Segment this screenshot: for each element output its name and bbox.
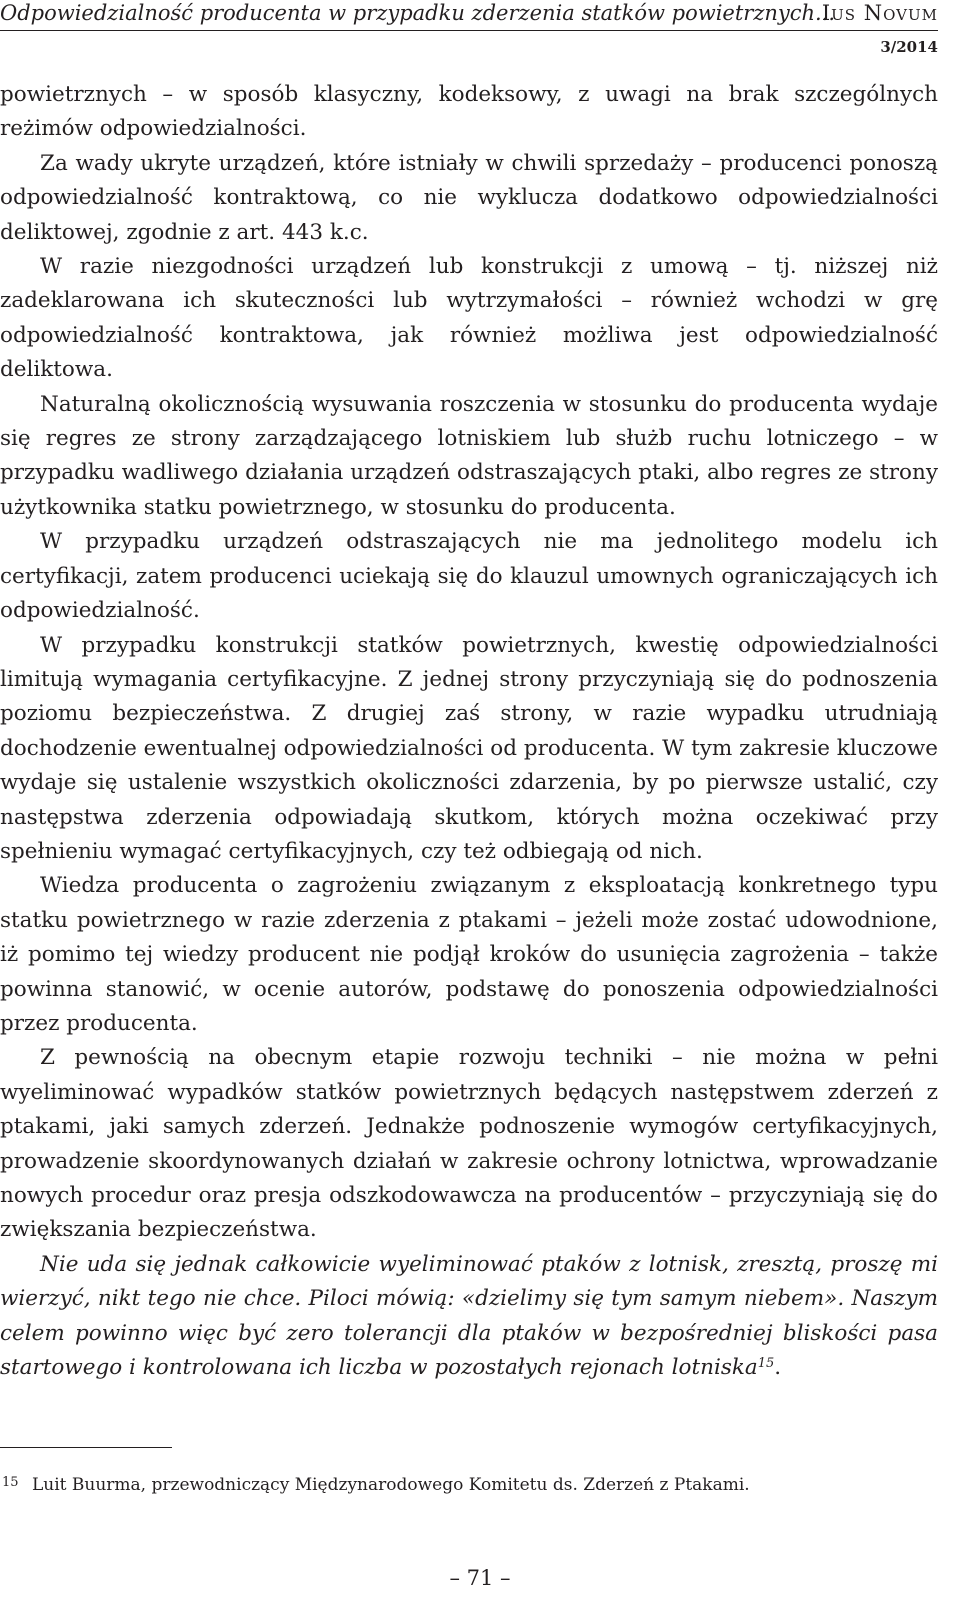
quote-text: Nie uda się jednak całkowicie wyeliminować ptaków z lotnisk, zresztą, proszę mi wierzyć, nikt tego nie chce. Piloci mówią: «dzielimy się tym samym niebem». Naszym celem powinno więc być zero tolerancji dla ptaków w bezpośredniej bliskości pasa startowego i kontrolowana ich liczba w pozostałych rejonach lotniska [0, 1251, 938, 1381]
footnote-number: 15 [2, 1475, 19, 1490]
issue-number: 3/2014 [880, 38, 938, 56]
quote-paragraph [0, 1248, 938, 1386]
footnote-reference[interactable]: 15 [757, 1356, 775, 1372]
header-divider [0, 30, 938, 31]
paragraph-2: Za wady ukryte urządzeń, które istniały w chwili sprzedaży – producenci ponoszą odpowiedzialność kontraktową, co nie wyklucza dodatkowo odpowiedzialności deliktowej, zgodnie z art. 443 k.c. [0, 150, 938, 245]
journal-name: Ius Novum [821, 1, 938, 25]
footnote [0, 1472, 930, 1496]
paragraph-3: W razie niezgodności urządzeń lub konstrukcji z umową – tj. niższej niż zadeklarowana ich skuteczności lub wytrzymałości – również wchodzi w grę odpowiedzialność kontraktowa, jak również możliwa jest odpowiedzialność deliktowa. [0, 254, 938, 383]
paragraph-1: powietrznych – w sposób klasyczny, kodeksowy, z uwagi na brak szczególnych reżimów odpowiedzialności. [0, 82, 938, 142]
running-title: Odpowiedzialność producenta w przypadku zderzenia statków powietrznych... [0, 1, 836, 25]
page-number: – 71 – [449, 1566, 511, 1590]
footnote-divider [0, 1447, 172, 1448]
quote-end-punctuation: . [774, 1355, 782, 1381]
paragraph-7: Wiedza producenta o zagrożeniu związanym z eksploatacją konkretnego typu statku powietrznego w razie zderzenia z ptakami – jeżeli może zostać udowodnione, iż pomimo tej wiedzy producent nie podjął kroków do usunięcia zagrożenia – także powinna stanowić, w ocenie autorów, podstawę do ponoszenia odpowiedzialności przez producenta. [0, 873, 938, 1036]
paragraph-4: Naturalną okolicznością wysuwania roszczenia w stosunku do producenta wydaje się regres ze strony zarządzającego lotniskiem lub służb ruchu lotniczego – w przypadku wadliwego działania urządzeń odstraszających ptaki, albo regres ze strony użytkownika statku powietrznego, w stosunku do producenta. [0, 391, 938, 520]
footnote-text: Luit Buurma, przewodniczący Międzynarodowego Komitetu ds. Zderzeń z Ptakami. [32, 1475, 750, 1495]
article-body [0, 78, 938, 1385]
paragraph-6: W przypadku konstrukcji statków powietrznych, kwestię odpowiedzialności limitują wymagania certyfikacyjne. Z jednej strony przyczyniają się do podnoszenia poziomu bezpieczeństwa. Z drugiej zaś strony, w razie wypadku utrudniają dochodzenie ewentualnej odpowiedzialności od producenta. W tym zakresie kluczowe wydaje się ustalenie wszystkich okoliczności zdarzenia, by po pierwsze ustalić, czy następstwa zderzenia odpowiadają skutkom, których można oczekiwać przy spełnieniu wymagać certyfikacyjnych, czy też odbiegają od nich. [0, 632, 938, 864]
paragraph-5: W przypadku urządzeń odstraszających nie ma jednolitego modelu ich certyfikacji, zatem producenci uciekają się do klauzul umownych ograniczających ich odpowiedzialność. [0, 529, 938, 624]
paragraph-8: Z pewnością na obecnym etapie rozwoju techniki – nie można w pełni wyeliminować wypadków statków powietrznych będących następstwem zderzeń z ptakami, jaki samych zderzeń. Jednakże podnoszenie wymogów certyfikacyjnych, prowadzenie skoordynowanych działań w zakresie ochrony lotnictwa, wprowadzanie nowych procedur oraz presja odszkodowawcza na producentów – przyczyniają się do zwiększania bezpieczeństwa. [0, 1045, 938, 1243]
